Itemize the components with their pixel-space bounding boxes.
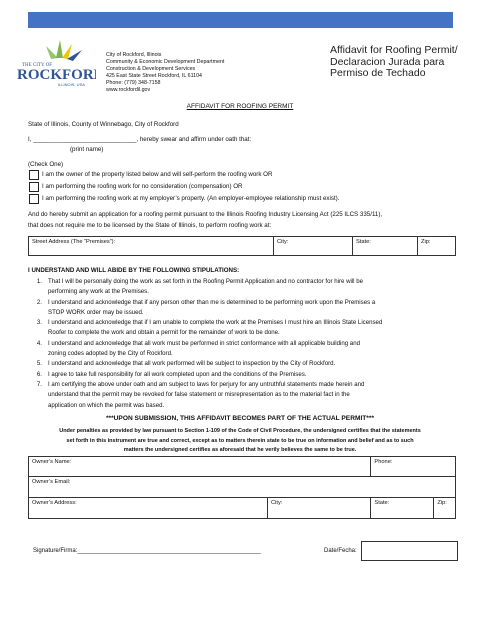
- check-one-label: (Check One): [28, 161, 64, 168]
- owner-state-label: State:: [374, 500, 390, 506]
- city-logo: [16, 38, 96, 88]
- list-item: 1. That I will be personally doing the work as set forth in the Roofing Permit Application and no contractor for hire will be performing any work at the Premises.: [36, 278, 364, 296]
- form-title-line: Permiso de Techado: [330, 67, 426, 79]
- owner-info-table: [28, 456, 456, 519]
- option-checkbox[interactable]: [29, 170, 39, 180]
- list-item: 6. I agree to take full responsibility for all work completed upon and the conditions of the Premises.: [36, 370, 307, 378]
- header-bar: [28, 12, 453, 28]
- owner-address-field[interactable]: [29, 498, 268, 519]
- agency-line: www.rockfordil.gov: [106, 87, 151, 93]
- agency-line: Construction & Development Services: [106, 66, 196, 72]
- state-label: State:: [356, 239, 371, 245]
- street-address-label: Street Address (The “Premises”):: [32, 239, 116, 245]
- stipulations-title: I UNDERSTAND AND WILL ABIDE BY THE FOLLOWING STIPULATIONS:: [28, 267, 240, 274]
- option-owner-label: I am the owner of the property listed below and will self-perform the roofing work OR: [42, 171, 273, 178]
- city-field[interactable]: [274, 237, 353, 256]
- date-field[interactable]: [361, 541, 458, 561]
- option-checkbox[interactable]: [29, 182, 39, 192]
- list-item: 5. I understand and acknowledge that all work performed will be subject to inspection by the City of Rockford.: [36, 360, 336, 368]
- owner-phone-field[interactable]: [371, 457, 456, 477]
- signature-line[interactable]: Signature/Firma:_______________________________________________________: [33, 548, 261, 554]
- owner-city-label: City:: [271, 500, 283, 506]
- logo-top-text: THE CITY OF: [22, 63, 53, 68]
- owner-city-field[interactable]: [268, 498, 371, 519]
- state-line: State of Illinois, County of Winnebago, City of Rockford: [28, 121, 179, 128]
- agency-line: 425 East State Street Rockford, IL 61104: [106, 73, 202, 79]
- state-field[interactable]: [353, 237, 418, 256]
- owner-name-label: Owner’s Name:: [32, 459, 72, 465]
- list-item: 3. I understand and acknowledge that if I am unable to complete the work at the Premises I must hire an Illinois State Licensed Roofer to complete the work and obtain a permit for the remainder of work to be done.: [36, 319, 383, 337]
- option-no-compensation-label: I am performing the roofing work for no consideration (compensation) OR: [42, 183, 243, 190]
- print-name-label: (print name): [70, 146, 104, 153]
- owner-address-label: Owner’s Address:: [32, 500, 77, 506]
- submit-text-line: that does not require me to be licensed by the State of Illinois, to perform roofing work at:: [28, 222, 272, 229]
- oath-line: I, ______________________________, hereby swear and affirm under oath that:: [28, 136, 252, 143]
- owner-phone-label: Phone:: [374, 459, 393, 465]
- owner-state-field[interactable]: [371, 498, 434, 519]
- city-label: City:: [277, 239, 289, 245]
- form-title-line: Affidavit for Roofing Permit/: [330, 44, 458, 56]
- form-title-line: Declaracion Jurada para: [330, 55, 445, 68]
- zip-label: Zip:: [421, 239, 431, 245]
- list-item: 2. I understand and acknowledge that if any person other than me is determined to be performing work upon the Premises a STOP WORK order may be issued.: [36, 298, 376, 316]
- owner-name-field[interactable]: [29, 457, 371, 477]
- section-title: AFFIDAVIT FOR ROOFING PERMIT: [186, 103, 294, 110]
- agency-line: Phone: (779) 348-7158: [106, 80, 161, 86]
- owner-zip-field[interactable]: [434, 498, 456, 519]
- date-label: Date/Fecha:: [324, 548, 357, 554]
- premises-address-table: [28, 236, 456, 256]
- owner-email-field[interactable]: [29, 477, 456, 498]
- submit-text-line: And do hereby submit an application for a roofing permit pursuant to the Illinois Roofing Industry Licensing Act (225 ILCS 335/11),: [28, 211, 383, 218]
- option-employer-label: I am performing the roofing work at my employer’s property. (An employer-employee relationship must exist).: [42, 195, 340, 202]
- agency-line: Community & Economic Development Department: [106, 59, 225, 65]
- zip-field[interactable]: [418, 237, 456, 256]
- penalty-text: Under penalties as provided by law pursuant to Section 1-109 of the Code of Civil Procedure, the undersigned certifies that the statements set forth in this instrument are true and correct, except as to matters therein state to be true on information and belief and as to such matters the undersigned certifies as aforesaid that he verily believes the same to be true.: [59, 428, 421, 453]
- form-title: [330, 45, 480, 80]
- option-checkbox[interactable]: [29, 194, 39, 204]
- owner-email-label: Owner’s Email:: [32, 479, 71, 485]
- street-address-field[interactable]: [29, 237, 274, 256]
- list-item: 4. I understand and acknowledge that all work must be performed in strict conformance with all applicable building and zoning codes adopted by the City of Rockford.: [36, 339, 360, 358]
- owner-zip-label: Zip:: [437, 500, 447, 506]
- stipulations-list: [28, 277, 458, 411]
- agency-info: [106, 52, 224, 94]
- submission-notice: ***UPON SUBMISSION, THIS AFFIDAVIT BECOMES PART OF THE ACTUAL PERMIT***: [105, 415, 375, 422]
- list-item: 7. I am certifying the above under oath and am subject to laws for perjury for any untruthful statements made herein and understand that the permit may be revoked for false statement or misrepresentation as to the material fact in the application on which the permit was based.: [36, 380, 365, 409]
- logo-state: ILLINOIS, USA: [58, 82, 85, 87]
- agency-line: City of Rockford, Illinois: [106, 52, 162, 58]
- logo-name: ROCKFORD: [17, 67, 96, 83]
